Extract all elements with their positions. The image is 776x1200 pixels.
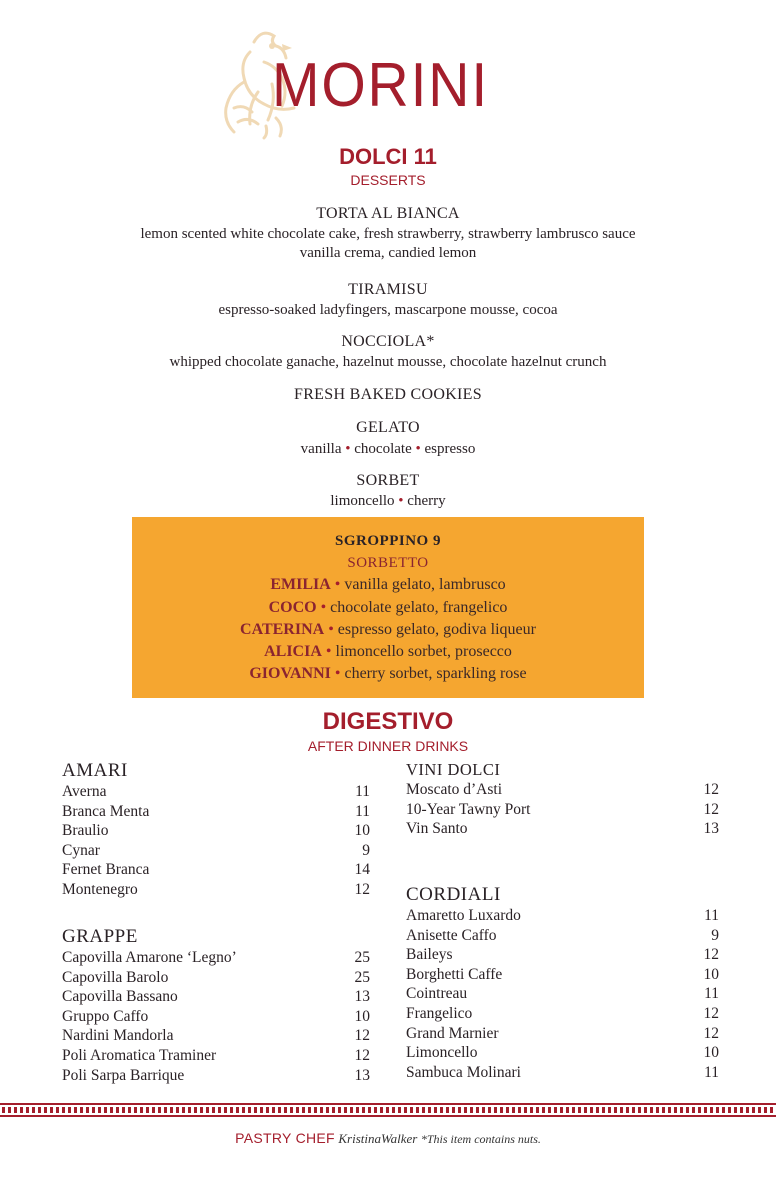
drink-name: Frangelico — [406, 1004, 473, 1022]
drink-row — [62, 1046, 370, 1066]
dessert-name: FRESH BAKED COOKIES — [294, 386, 482, 403]
divider-dot — [536, 1107, 539, 1113]
divider-dot — [272, 1107, 275, 1113]
divider-dot — [470, 1107, 473, 1113]
divider-dot — [584, 1107, 587, 1113]
drink-name: Sambuca Molinari — [406, 1063, 521, 1081]
flavor: cherry — [407, 493, 446, 509]
divider-dot — [452, 1107, 455, 1113]
drink-price: 11 — [355, 783, 370, 800]
divider-dot — [548, 1107, 551, 1113]
divider-dot — [404, 1107, 407, 1113]
drink-row — [62, 948, 370, 968]
divider-dot — [350, 1107, 353, 1113]
divider-dot — [302, 1107, 305, 1113]
sgroppino-item — [132, 665, 644, 683]
drink-name: Baileys — [406, 946, 453, 964]
brand-name: MORINI — [272, 51, 490, 120]
drink-row — [62, 821, 370, 841]
divider-dot — [236, 1107, 239, 1113]
sgroppino-item-desc: espresso gelato, godiva liqueur — [337, 621, 536, 638]
drink-row — [406, 984, 719, 1004]
divider-dot — [464, 1107, 467, 1113]
drink-name: Limoncello — [406, 1044, 478, 1062]
sgroppino-item-desc: vanilla gelato, lambrusco — [344, 576, 506, 593]
drink-price: 25 — [354, 949, 370, 966]
divider-dot — [632, 1107, 635, 1113]
divider-dot — [332, 1107, 335, 1113]
divider-dot — [212, 1107, 215, 1113]
digestivo-title: DIGESTIVO — [322, 708, 454, 735]
divider-dot — [128, 1107, 131, 1113]
drink-name: Branca Menta — [62, 802, 150, 820]
gelato-flavors — [0, 440, 776, 459]
divider-dot — [98, 1107, 101, 1113]
pastry-chef-name: KristinaWalker — [338, 1131, 418, 1146]
section-heading: CORDIALI — [406, 884, 501, 905]
divider-dot — [398, 1107, 401, 1113]
divider-dot — [308, 1107, 311, 1113]
drink-name: Poli Sarpa Barrique — [62, 1066, 185, 1084]
drink-row — [406, 780, 719, 800]
bullet-icon: • — [334, 665, 341, 682]
drink-row — [406, 1063, 719, 1083]
divider-dot — [152, 1107, 155, 1113]
drink-price: 10 — [703, 1044, 719, 1062]
divider-dot — [482, 1107, 485, 1113]
divider-dot — [722, 1107, 725, 1113]
drink-row — [62, 1007, 370, 1027]
dolci-subtitle: DESSERTS — [350, 172, 426, 188]
divider-dot — [416, 1107, 419, 1113]
divider-dot — [596, 1107, 599, 1113]
divider-dot — [170, 1107, 173, 1113]
divider-dot — [188, 1107, 191, 1113]
drink-price: 12 — [354, 880, 370, 898]
amari-section — [62, 760, 370, 900]
drink-price: 12 — [703, 1024, 719, 1042]
sgroppino-item — [132, 599, 644, 617]
sgroppino-item-name: EMILIA — [270, 576, 331, 593]
sgroppino-item — [132, 621, 644, 639]
drink-row — [62, 802, 370, 822]
dolci-title: DOLCI 11 — [339, 144, 437, 169]
divider-dot — [518, 1107, 521, 1113]
divider-dot — [260, 1107, 263, 1113]
drink-name: Nardini Mandorla — [62, 1027, 174, 1045]
divider-dot — [704, 1107, 707, 1113]
divider-dot — [752, 1107, 755, 1113]
flavor: chocolate — [354, 441, 412, 457]
drink-price: 13 — [703, 820, 719, 838]
divider-dot — [2, 1107, 5, 1113]
divider-dot — [26, 1107, 29, 1113]
divider-dot — [194, 1107, 197, 1113]
divider-dot — [560, 1107, 563, 1113]
divider-dot — [698, 1107, 701, 1113]
drink-name: Averna — [62, 783, 107, 800]
flavor: limoncello — [330, 493, 395, 509]
drink-name: Capovilla Barolo — [62, 968, 169, 986]
sgroppino-title: SGROPPINO 9 — [335, 533, 441, 549]
divider-dot — [758, 1107, 761, 1113]
drink-price: 12 — [354, 1046, 370, 1064]
dessert-name: TIRAMISU — [348, 281, 428, 298]
divider-dot — [74, 1107, 77, 1113]
pastry-chef-label: PASTRY CHEF — [235, 1130, 335, 1146]
divider-dot — [368, 1107, 371, 1113]
divider-dot — [476, 1107, 479, 1113]
drink-row — [62, 782, 370, 802]
drink-row — [406, 819, 719, 839]
drink-name: 10-Year Tawny Port — [406, 800, 531, 818]
drink-name: Braulio — [62, 822, 109, 840]
divider-dot — [644, 1107, 647, 1113]
drink-name: Gruppo Caffo — [62, 1007, 149, 1025]
drink-row — [406, 926, 719, 946]
divider-dot — [326, 1107, 329, 1113]
divider-dot — [440, 1107, 443, 1113]
divider-dot — [284, 1107, 287, 1113]
sgroppino-item-desc: limoncello sorbet, prosecco — [335, 643, 512, 660]
sgroppino-item-desc: chocolate gelato, frangelico — [330, 599, 508, 616]
divider-dot — [608, 1107, 611, 1113]
drink-row — [62, 987, 370, 1007]
divider-dot — [356, 1107, 359, 1113]
drink-price: 12 — [354, 1027, 370, 1045]
nut-allergy-note: *This item contains nuts. — [420, 1132, 541, 1146]
divider-dot — [422, 1107, 425, 1113]
divider-dot — [122, 1107, 125, 1113]
divider-dot — [410, 1107, 413, 1113]
divider-dot — [44, 1107, 47, 1113]
divider-dot — [68, 1107, 71, 1113]
dessert-description: vanilla crema, candied lemon — [299, 245, 477, 261]
drink-name: Anisette Caffo — [406, 926, 497, 944]
divider-dot — [626, 1107, 629, 1113]
sgroppino-item-name: COCO — [268, 599, 317, 616]
divider-dot — [248, 1107, 251, 1113]
divider-dot — [290, 1107, 293, 1113]
divider-dot — [500, 1107, 503, 1113]
divider-dot — [140, 1107, 143, 1113]
divider-dot — [38, 1107, 41, 1113]
divider-dot — [680, 1107, 683, 1113]
divider-dot — [692, 1107, 695, 1113]
divider-dot — [494, 1107, 497, 1113]
divider-dot — [62, 1107, 65, 1113]
drink-name: Montenegro — [62, 880, 138, 898]
divider-dot — [86, 1107, 89, 1113]
divider-dot — [488, 1107, 491, 1113]
sgroppino-box — [132, 517, 644, 698]
drink-name: Capovilla Bassano — [62, 988, 178, 1006]
drink-row — [406, 906, 719, 926]
bullet-icon: • — [328, 621, 334, 638]
divider-dot — [446, 1107, 449, 1113]
divider-dot — [740, 1107, 743, 1113]
drink-price: 13 — [354, 988, 370, 1006]
footer — [0, 1130, 776, 1148]
sgroppino-item-name: CATERINA — [240, 621, 325, 638]
divider-dot — [158, 1107, 161, 1113]
divider-dot — [386, 1107, 389, 1113]
divider-dot — [92, 1107, 95, 1113]
drink-price: 10 — [354, 822, 370, 840]
divider-dot — [458, 1107, 461, 1113]
logo — [200, 22, 540, 140]
drink-price: 9 — [362, 841, 370, 859]
decorative-divider — [0, 1103, 776, 1117]
divider-dot — [512, 1107, 515, 1113]
bullet-icon: • — [345, 441, 351, 457]
divider-dot — [662, 1107, 665, 1113]
drink-name: Moscato d’Asti — [406, 781, 503, 798]
divider-dot — [428, 1107, 431, 1113]
divider-dot — [218, 1107, 221, 1113]
drink-price: 11 — [355, 802, 370, 820]
divider-dot — [314, 1107, 317, 1113]
dessert-description: whipped chocolate ganache, hazelnut mousse, chocolate hazelnut crunch — [169, 354, 607, 370]
drink-row — [62, 1066, 370, 1086]
drink-row — [406, 965, 719, 985]
divider-dot — [266, 1107, 269, 1113]
drink-name: Grand Marnier — [406, 1024, 499, 1042]
divider-dot — [746, 1107, 749, 1113]
drink-price: 12 — [703, 800, 719, 818]
dessert-name: NOCCIOLA* — [341, 333, 435, 350]
divider-dot — [764, 1107, 767, 1113]
flavor: vanilla — [300, 441, 342, 457]
divider-dot — [242, 1107, 245, 1113]
divider-dot — [338, 1107, 341, 1113]
divider-dot — [572, 1107, 575, 1113]
divider-dot — [50, 1107, 53, 1113]
divider-dot — [224, 1107, 227, 1113]
section-heading: AMARI — [62, 760, 128, 781]
bullet-icon: • — [325, 643, 332, 660]
divider-dot — [110, 1107, 113, 1113]
drink-name: Amaretto Luxardo — [406, 907, 521, 924]
divider-dot — [392, 1107, 395, 1113]
divider-dot — [20, 1107, 23, 1113]
divider-dot — [656, 1107, 659, 1113]
divider-dot — [686, 1107, 689, 1113]
drink-price: 12 — [703, 946, 719, 964]
divider-dot — [32, 1107, 35, 1113]
drink-price: 12 — [703, 781, 719, 798]
sgroppino-item-desc: cherry sorbet, sparkling rose — [344, 665, 527, 682]
divider-dot — [200, 1107, 203, 1113]
sgroppino-item — [132, 576, 644, 594]
divider-dot — [344, 1107, 347, 1113]
drink-price: 25 — [354, 968, 370, 986]
drink-price: 12 — [703, 1004, 719, 1022]
divider-dot — [116, 1107, 119, 1113]
drink-name: Poli Aromatica Traminer — [62, 1046, 217, 1064]
divider-dot — [638, 1107, 641, 1113]
drink-price: 13 — [354, 1066, 370, 1084]
drink-price: 14 — [354, 861, 370, 879]
bullet-icon: • — [320, 599, 327, 616]
flavor: espresso — [424, 441, 476, 457]
sgroppino-subtitle: SORBETTO — [347, 555, 429, 571]
cordiali-section — [406, 884, 719, 1082]
sgroppino-item — [132, 643, 644, 661]
drink-row — [406, 1004, 719, 1024]
divider-dot — [710, 1107, 713, 1113]
divider-dot — [524, 1107, 527, 1113]
dessert-name: SORBET — [356, 472, 420, 489]
divider-dot — [134, 1107, 137, 1113]
drink-row — [62, 880, 370, 900]
drink-name: Cynar — [62, 841, 100, 859]
drink-name: Fernet Branca — [62, 861, 150, 879]
sgroppino-item-name: GIOVANNI — [249, 665, 331, 682]
bullet-icon: • — [398, 493, 404, 509]
drink-price: 11 — [704, 907, 719, 924]
drink-row — [406, 800, 719, 820]
drink-name: Vin Santo — [406, 820, 468, 838]
drink-price: 11 — [704, 985, 719, 1003]
divider-dot — [80, 1107, 83, 1113]
dessert-name: GELATO — [356, 419, 420, 436]
drink-row — [406, 1024, 719, 1044]
section-heading: VINI DOLCI — [406, 760, 501, 779]
divider-dot — [650, 1107, 653, 1113]
divider-dot — [530, 1107, 533, 1113]
divider-dot — [176, 1107, 179, 1113]
divider-dot — [380, 1107, 383, 1113]
sorbet-flavors — [0, 492, 776, 511]
drink-name: Capovilla Amarone ‘Legno’ — [62, 949, 237, 966]
divider-dot — [146, 1107, 149, 1113]
divider-dot — [164, 1107, 167, 1113]
drink-row — [406, 945, 719, 965]
divider-dot — [56, 1107, 59, 1113]
divider-dot — [542, 1107, 545, 1113]
divider-dot — [506, 1107, 509, 1113]
divider-dot — [602, 1107, 605, 1113]
divider-dot — [230, 1107, 233, 1113]
divider-dot — [362, 1107, 365, 1113]
drink-name: Cointreau — [406, 985, 468, 1003]
divider-dot — [566, 1107, 569, 1113]
divider-dot — [614, 1107, 617, 1113]
drink-row — [62, 1026, 370, 1046]
dessert-description: espresso-soaked ladyfingers, mascarpone mousse, cocoa — [218, 302, 558, 318]
divider-dot — [578, 1107, 581, 1113]
divider-dot — [716, 1107, 719, 1113]
section-heading: GRAPPE — [62, 926, 138, 947]
drink-price: 10 — [703, 965, 719, 983]
divider-dot — [590, 1107, 593, 1113]
divider-dot — [8, 1107, 11, 1113]
divider-dot — [206, 1107, 209, 1113]
drink-price: 9 — [711, 926, 719, 944]
vini-dolci-section — [406, 760, 719, 839]
drink-row — [62, 841, 370, 861]
divider-dot — [182, 1107, 185, 1113]
dessert-name: TORTA AL BIANCA — [316, 205, 460, 222]
divider-dot — [296, 1107, 299, 1113]
divider-dot — [320, 1107, 323, 1113]
bullet-icon: • — [334, 576, 341, 593]
drink-row — [62, 860, 370, 880]
divider-dot — [668, 1107, 671, 1113]
divider-dot — [554, 1107, 557, 1113]
drink-price: 10 — [354, 1007, 370, 1025]
divider-dot — [734, 1107, 737, 1113]
drink-row — [406, 1043, 719, 1063]
divider-dot — [278, 1107, 281, 1113]
grappe-section — [62, 926, 370, 1085]
dessert-description: lemon scented white chocolate cake, fresh strawberry, strawberry lambrusco sauce — [140, 226, 636, 242]
divider-dot — [374, 1107, 377, 1113]
divider-dot — [728, 1107, 731, 1113]
drink-price: 11 — [704, 1063, 719, 1081]
divider-dot — [674, 1107, 677, 1113]
sgroppino-item-name: ALICIA — [264, 643, 322, 660]
divider-dot — [620, 1107, 623, 1113]
divider-dot — [254, 1107, 257, 1113]
divider-dot — [434, 1107, 437, 1113]
divider-dot — [14, 1107, 17, 1113]
digestivo-subtitle: AFTER DINNER DRINKS — [307, 738, 469, 754]
bullet-icon: • — [415, 441, 421, 457]
divider-dot — [770, 1107, 773, 1113]
drink-row — [62, 968, 370, 988]
drink-name: Borghetti Caffe — [406, 965, 503, 983]
divider-dot — [104, 1107, 107, 1113]
